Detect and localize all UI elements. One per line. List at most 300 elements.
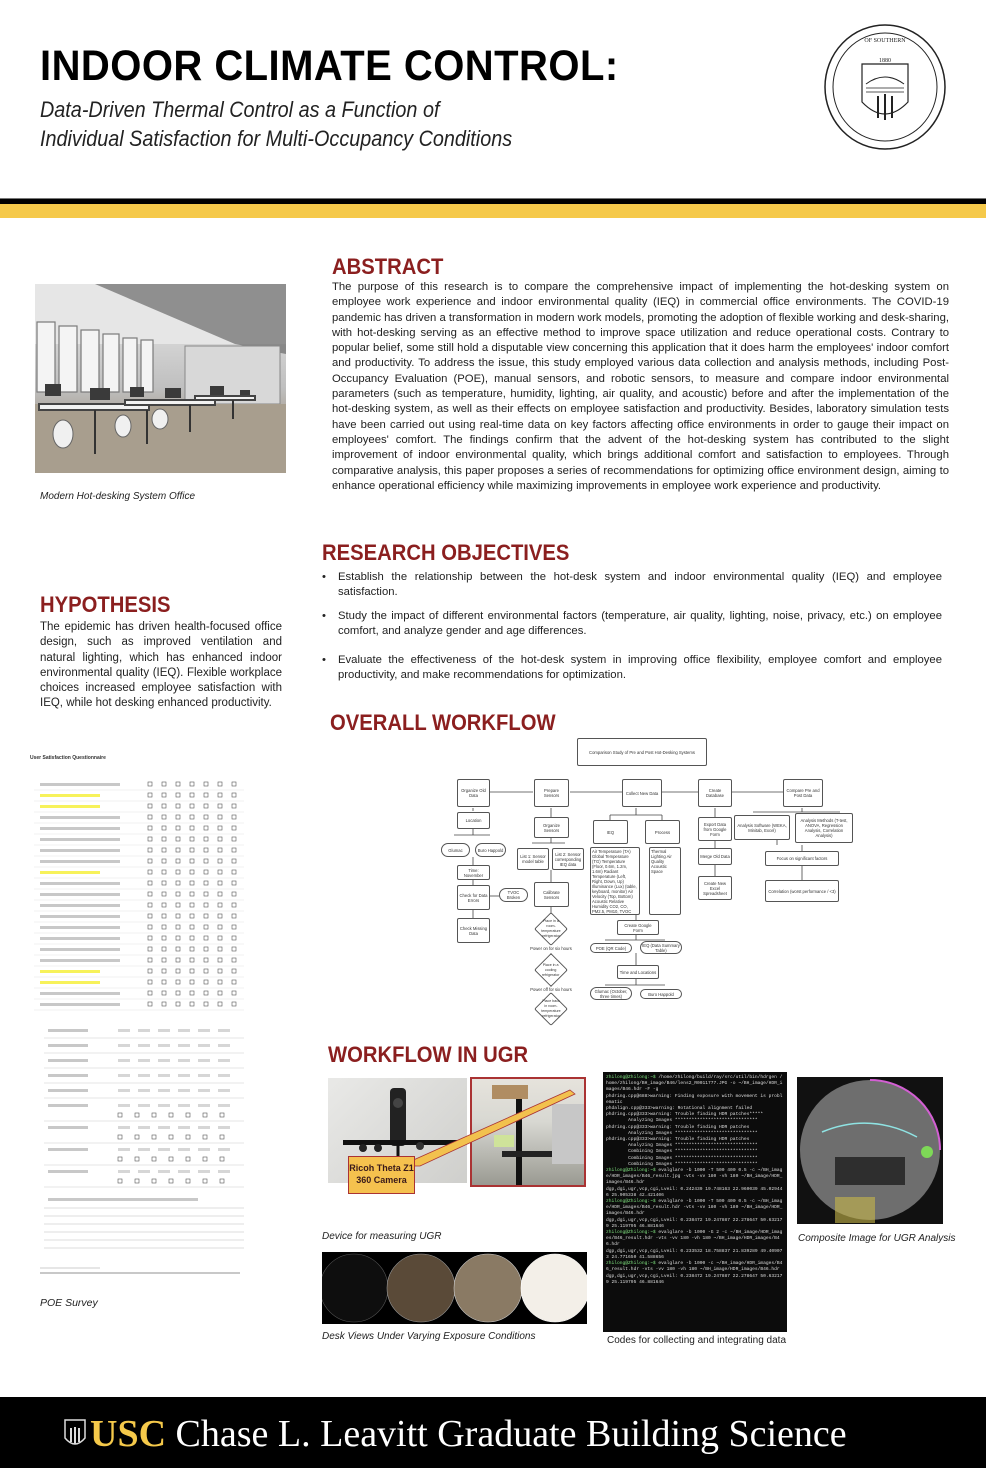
objectives-list (322, 570, 942, 692)
survey-checkbox (190, 969, 194, 973)
survey-checkbox (204, 980, 208, 984)
survey-checkbox (162, 848, 166, 852)
survey-question-row (34, 826, 244, 834)
header-divider-gold (0, 204, 986, 218)
survey-checkbox (135, 1135, 139, 1139)
survey-checkbox (204, 936, 208, 940)
survey-checkbox (152, 1179, 156, 1183)
flow-node: Air Temperature (TA) Global Temperature (TG) Temperature (Floor, 0.6m, 1.2m, 1.6m) Radiant Temperature (Left, Right, Down, Up) Illuminance (Lux) (table, keyboard, monitor) Air Velocity (Top, Bottom) Acoustic Relative Humidity CO2, CO, PM2.5, PM10, TVOC (590, 847, 640, 915)
survey-checkbox (148, 936, 152, 940)
survey-checkbox (218, 947, 222, 951)
survey-checkbox (190, 914, 194, 918)
poster-title: INDOOR CLIMATE CONTROL: (40, 42, 619, 90)
poster-subtitle (40, 95, 512, 153)
survey-checkbox (148, 815, 152, 819)
survey-checkbox (148, 969, 152, 973)
flow-node: Glumac (441, 843, 470, 857)
survey-footnote (40, 1272, 240, 1274)
survey-checkbox (118, 1135, 122, 1139)
survey-checkbox (162, 881, 166, 885)
terminal-line (606, 1218, 784, 1230)
hypothesis-text: The epidemic has driven health-focused office design, such as improved ventilation and natural lighting, which has enhanced indoor environmental quality (IEQ). Flexible workplace choices increased employee satisfaction with IEQ, while hot desking enhanced productivity. (40, 621, 282, 710)
survey-checkbox (162, 793, 166, 797)
survey-checkbox (148, 793, 152, 797)
objective-item: • Establish the relationship between the hot-desk system and indoor environmental quality (IEQ) and employee satisfaction. (322, 570, 942, 600)
survey-question-row (34, 969, 244, 977)
terminal-text: dgp,dgi,ugr,vcp,cgi,Lveil: 0.238472 19.247887 22.278647 50.632179 25.119795 46.881646 (606, 1217, 783, 1229)
exposure-caption: Desk Views Under Varying Exposure Conditions (322, 1331, 536, 1342)
survey-question-row (34, 991, 244, 999)
survey-checkbox (218, 914, 222, 918)
terminal-prompt: zhilong@Zhilong:~$ (606, 1168, 656, 1174)
survey-checkbox (190, 947, 194, 951)
survey-checkbox (204, 969, 208, 973)
survey-checkbox (176, 969, 180, 973)
survey-checkbox (190, 870, 194, 874)
survey-checkbox (118, 1113, 122, 1117)
survey-checkbox (204, 848, 208, 852)
terminal-text: evalglare -b 1000 -T 500 400 0.5 -c ~/BH_image/HDR_images/B46_result.jpg -vts -vv 180 -vh 180 ~/BH_image/HDR_images/B46.hdr (606, 1168, 783, 1186)
survey-checkbox (176, 870, 180, 874)
workflow-heading: OVERALL WORKFLOW (330, 710, 556, 735)
survey-checkbox (148, 837, 152, 841)
survey-checkbox (220, 1113, 224, 1117)
survey-checkbox (152, 1113, 156, 1117)
survey-checkbox (204, 881, 208, 885)
survey-demographic-row (44, 1044, 244, 1053)
survey-comment-prompt (48, 1198, 198, 1201)
survey-checkbox (190, 881, 194, 885)
terminal-text: dgp,dgi,ugr,vcp,cgi,Lveil: 0.238472 19.247887 22.278647 50.632179 25.119795 46.881646 (606, 1273, 783, 1285)
terminal-prompt: zhilong@Zhilong:~$ (606, 1199, 656, 1205)
survey-checkbox (148, 782, 152, 786)
survey-checkbox (203, 1135, 207, 1139)
survey-checkbox (176, 881, 180, 885)
flow-node: Glumac (October, three times) (590, 987, 632, 1000)
terminal-prompt: zhilong@Zhilong:~$ (606, 1230, 656, 1236)
abstract-heading: ABSTRACT (332, 254, 444, 279)
survey-checkbox (148, 925, 152, 929)
flow-node: Calibrate Sensors (534, 882, 569, 907)
survey-checkbox (118, 1157, 122, 1161)
survey-checkbox (232, 793, 236, 797)
survey-checkbox (162, 826, 166, 830)
footer-school: Chase L. Leavitt Graduate Building Science (175, 1413, 847, 1455)
flow-node: List 1: Sensor model table (517, 848, 549, 870)
survey-checkbox (176, 980, 180, 984)
survey-question-row (34, 1002, 244, 1010)
flow-decision-label: Place back in room-temperature refrigerator (541, 999, 561, 1018)
survey-checkbox (162, 1002, 166, 1006)
flow-node: Create Database (698, 779, 732, 807)
terminal-text: phdring.cpp@333>warning: Trouble finding HDR patches***** (606, 1112, 764, 1118)
survey-question-row (34, 958, 244, 966)
exposure-images (322, 1252, 587, 1324)
terminal-line (606, 1187, 784, 1199)
survey-question-row (34, 837, 244, 845)
survey-checkbox (218, 1002, 222, 1006)
svg-text:1880: 1880 (879, 58, 891, 64)
survey-checkbox (190, 859, 194, 863)
terminal-prompt: zhilong@Zhilong:~$ (606, 1261, 656, 1267)
survey-checkbox (232, 826, 236, 830)
survey-checkbox (169, 1157, 173, 1161)
survey-checkbox (176, 837, 180, 841)
survey-question-row (34, 925, 244, 933)
survey-checkbox (220, 1179, 224, 1183)
flow-node: Organize Sensors (534, 817, 569, 838)
terminal-text: Analyzing Images ****************************** (606, 1143, 758, 1149)
flow-node: Time: November (457, 865, 490, 880)
survey-checkbox (176, 958, 180, 962)
survey-checkbox (176, 782, 180, 786)
flow-label: Power off for six hours (530, 987, 572, 992)
hypothesis-heading: HYPOTHESIS (40, 592, 171, 617)
terminal-text: evalglare -b 1000 -G 2 -c ~/BH_image/HDR_images/B46_result.hdr -vts -vv 180 -vh 180 ~/BH_image/HDR_images/B46.hdr (606, 1230, 783, 1248)
survey-checkbox (162, 870, 166, 874)
flow-label: Power on for six hours (530, 946, 572, 951)
objective-item: • Study the impact of different environmental factors (temperature, air quality, lighting, noise, privacy, etc.) on employee comfort, and analyze gender and age differences. (322, 609, 942, 639)
terminal-line (606, 1168, 784, 1187)
flow-node: Time and Locations (617, 965, 659, 979)
survey-checkbox (232, 892, 236, 896)
survey-checkbox (162, 837, 166, 841)
survey-checkbox (204, 837, 208, 841)
survey-checkbox (190, 826, 194, 830)
survey-checkbox (148, 914, 152, 918)
survey-checkbox (232, 782, 236, 786)
survey-checkbox (162, 914, 166, 918)
survey-checkbox (218, 848, 222, 852)
terminal-text: Combining Images ****************************** (606, 1155, 758, 1161)
flow-node: POE (QR Code) (590, 943, 632, 953)
survey-checkbox (176, 1002, 180, 1006)
survey-checkbox (148, 947, 152, 951)
survey-checkbox (135, 1179, 139, 1183)
survey-checkbox (232, 848, 236, 852)
survey-checkbox (203, 1113, 207, 1117)
composite-caption: Composite Image for UGR Analysis (798, 1233, 956, 1244)
survey-checkbox (218, 782, 222, 786)
survey-question-row (34, 870, 244, 878)
terminal-text: Combining Images ****************************** (606, 1161, 758, 1167)
survey-checkbox (218, 826, 222, 830)
survey-checkbox (190, 837, 194, 841)
survey-checkbox (148, 859, 152, 863)
abstract-text: The purpose of this research is to compare the comprehensive impact of implementing the hot-desking system on employee work experience and indoor environmental quality (IEQ) in commercial office environments. The COVID-19 pandemic has driven a transformation in modern work models, promoting the adoption of flexible working and desk-sharing, with hot-desking serving as an effective method to improve space utilization and reduce operational costs. Contrary to popular belief, some still hold a disputable view concerning this application that it does harm the employees' indoor comfort and productivity. To address the issue, this study employed various data collection and analysis methods, including Post-Occupancy Evaluation (POE), manual sensors, and robotic sensors, to measure and compare indoor environmental parameters (such as temperature, humidity, lighting, air quality, and acoustic) before and after the implementation of the hot-desking system, as well as their effects on employee satisfaction and productivity. Besides, laboratory simulation tests have been carried out using real-time data on key factors affecting office environments in order to gauge their impact on employees' comfort. The findings confirm that the advent of the hot-desking system has contributed to the slight improvement of indoor environmental quality, which brings additional comfort and satisfaction to employees. Through comparative analysis, this paper proposes a series of recommendations for optimizing office environment design, aiming to enhance operational efficiency while maximizing improvements in employee work experience and productivity. (332, 281, 949, 492)
survey-checkbox (232, 958, 236, 962)
camera-callout: Ricoh Theta Z1 360 Camera (348, 1156, 415, 1194)
survey-checkbox (218, 837, 222, 841)
survey-checkbox (204, 958, 208, 962)
survey-grid (30, 764, 248, 1284)
survey-checkbox (204, 793, 208, 797)
survey-checkbox (218, 804, 222, 808)
survey-checkbox (218, 892, 222, 896)
terminal-line (606, 1199, 784, 1218)
survey-checkbox (148, 870, 152, 874)
survey-question-row (34, 848, 244, 856)
survey-checkbox (162, 782, 166, 786)
flow-node: Merge Old Data (698, 848, 732, 865)
terminal-line (606, 1075, 784, 1094)
flow-decision-label: Place in a room-temperature refrigerator (541, 919, 561, 938)
survey-checkbox (176, 848, 180, 852)
flow-node: Correlation (worst performance / <3) (765, 880, 839, 902)
survey-checkbox (232, 859, 236, 863)
survey-checkbox (162, 859, 166, 863)
flow-node: Process (645, 820, 680, 844)
flow-node: Compare Pre and Post Data (783, 779, 823, 807)
survey-checkbox (162, 815, 166, 819)
survey-checkbox (162, 903, 166, 907)
survey-checkbox (204, 826, 208, 830)
survey-checkbox (203, 1157, 207, 1161)
footer-text (64, 1412, 847, 1456)
survey-checkbox (186, 1157, 190, 1161)
survey-checkbox (148, 804, 152, 808)
survey-checkbox (220, 1135, 224, 1139)
flow-node: Buro Happold (475, 843, 506, 857)
survey-checkbox (232, 925, 236, 929)
office-photo-caption: Modern Hot-desking System Office (40, 491, 196, 502)
terminal-line (606, 1094, 784, 1106)
survey-question-row (34, 815, 244, 823)
survey-question-row (34, 914, 244, 922)
terminal-text: evalglare -b 1000 -c ~/BH_image/HDR_images/B46_result.hdr -vts -vv 180 -vh 180 ~/BH_image/HDR_images/B46.hdr (606, 1261, 783, 1273)
flow-node: Analysis Methods (T-test, ANOVA, Regression Analysis, Correlation Analysis) (795, 813, 853, 843)
survey-checkbox (218, 925, 222, 929)
survey-checkbox (232, 804, 236, 808)
terminal-text: phdring.cpp@333>warning: Trouble finding HDR patches (606, 1137, 750, 1143)
terminal-text: Analyzing Images ****************************** (606, 1118, 758, 1124)
survey-checkbox (204, 804, 208, 808)
survey-checkbox (148, 892, 152, 896)
survey-checkbox (190, 925, 194, 929)
terminal-line (606, 1230, 784, 1249)
survey-checkbox (204, 925, 208, 929)
terminal-text: Analyzing Images ****************************** (606, 1130, 758, 1136)
terminal-text: /home/zhilong/build/ray/src/util/bin/hdrgen /home/zhilong/BH_image/B46/lens2_R0011777.JPG -o ~/BH_image/HDR_images/B46.hdr -F -g (606, 1075, 783, 1093)
terminal-text: phdring.cpp@333>warning: Trouble finding HDR patches (606, 1124, 750, 1130)
code-caption: Codes for collecting and integrating data (607, 1335, 787, 1346)
survey-checkbox (135, 1157, 139, 1161)
survey-question-row (34, 804, 244, 812)
flow-node: Thermal Lighting Air Quality Acoustic Space (649, 847, 681, 915)
flow-node: Analysis Software (WEKA, Minitab, Excel) (734, 815, 790, 840)
terminal-line (606, 1249, 784, 1261)
survey-checkbox (204, 914, 208, 918)
survey-checkbox (190, 936, 194, 940)
survey-checkbox (218, 991, 222, 995)
subtitle-line-1: Data-Driven Thermal Control as a Function of (40, 97, 440, 122)
terminal-output (603, 1072, 787, 1332)
survey-demographic-row (44, 1104, 244, 1121)
poe-survey-form (30, 755, 248, 1280)
usc-crest-icon (64, 1416, 86, 1448)
flow-node: Collect New Data (622, 779, 662, 807)
objective-item: • Evaluate the effectiveness of the hot-desk system in improving office flexibility, employee comfort and employee productivity, and make recommendations for optimization. (322, 653, 942, 683)
terminal-text: Combining Images ****************************** (606, 1149, 758, 1155)
survey-checkbox (190, 815, 194, 819)
survey-checkbox (162, 892, 166, 896)
flow-node: Location (457, 812, 490, 829)
survey-checkbox (148, 991, 152, 995)
terminal-text: phdring.cpp@688>warning: Finding exposure with movement is problematic (606, 1093, 783, 1105)
survey-checkbox (176, 903, 180, 907)
survey-checkbox (162, 980, 166, 984)
objectives-heading: RESEARCH OBJECTIVES (322, 540, 570, 565)
survey-checkbox (232, 914, 236, 918)
survey-checkbox (218, 980, 222, 984)
flow-node: Focus on significant factors (765, 851, 839, 866)
survey-checkbox (218, 881, 222, 885)
survey-checkbox (204, 991, 208, 995)
survey-checkbox (162, 804, 166, 808)
device-caption: Device for measuring UGR (322, 1231, 442, 1242)
survey-checkbox (148, 958, 152, 962)
survey-checkbox (148, 826, 152, 830)
survey-checkbox (232, 969, 236, 973)
survey-demographic-row (44, 1074, 244, 1083)
survey-checkbox (162, 947, 166, 951)
survey-checkbox (232, 837, 236, 841)
survey-checkbox (176, 815, 180, 819)
survey-checkbox (232, 903, 236, 907)
survey-checkbox (135, 1113, 139, 1117)
survey-checkbox (169, 1113, 173, 1117)
survey-checkbox (162, 925, 166, 929)
survey-checkbox (176, 936, 180, 940)
survey-checkbox (162, 969, 166, 973)
survey-checkbox (190, 782, 194, 786)
survey-checkbox (204, 870, 208, 874)
survey-checkbox (232, 870, 236, 874)
survey-checkbox (186, 1179, 190, 1183)
flow-node: Check for Data Errors (457, 885, 490, 910)
survey-demographic-row (44, 1089, 244, 1098)
survey-checkbox (152, 1135, 156, 1139)
svg-text:OF SOUTHERN: OF SOUTHERN (864, 38, 906, 44)
survey-checkbox (204, 815, 208, 819)
survey-checkbox (204, 782, 208, 786)
survey-checkbox (176, 793, 180, 797)
flow-node: IEQ (Data Summary Table) (640, 941, 682, 954)
survey-checkbox (232, 1002, 236, 1006)
terminal-line (606, 1274, 784, 1286)
survey-checkbox (218, 936, 222, 940)
flow-node: Prepare Sensors (534, 779, 569, 807)
survey-checkbox (218, 903, 222, 907)
survey-checkbox (118, 1179, 122, 1183)
subtitle-line-2: Individual Satisfaction for Multi-Occupancy Conditions (40, 126, 513, 151)
survey-checkbox (176, 804, 180, 808)
survey-checkbox (176, 947, 180, 951)
survey-checkbox (232, 947, 236, 951)
survey-checkbox (204, 859, 208, 863)
survey-checkbox (186, 1113, 190, 1117)
survey-checkbox (176, 826, 180, 830)
survey-checkbox (218, 969, 222, 973)
survey-checkbox (218, 815, 222, 819)
terminal-text: dgp,dgi,ugr,vcp,cgi,Lveil: 0.233532 18.758837 21.839289 49.409073 24.771650 41.588656 (606, 1248, 783, 1260)
survey-checkbox (148, 881, 152, 885)
flow-node: Buro Happold (640, 989, 682, 999)
flow-node: Create New Excel Spreadsheet (698, 876, 732, 900)
survey-checkbox (148, 903, 152, 907)
survey-checkbox (152, 1157, 156, 1161)
survey-checkbox (204, 892, 208, 896)
survey-checkbox (186, 1135, 190, 1139)
survey-checkbox (190, 903, 194, 907)
poe-survey-caption: POE Survey (40, 1297, 98, 1309)
survey-checkbox (148, 848, 152, 852)
workflow-flowchart (440, 735, 860, 1025)
survey-checkbox (220, 1157, 224, 1161)
survey-checkbox (176, 892, 180, 896)
survey-question-row (34, 892, 244, 900)
survey-checkbox (169, 1179, 173, 1183)
survey-title: User Satisfaction Questionnaire (30, 755, 106, 761)
composite-ugr-image (797, 1077, 943, 1224)
survey-checkbox (218, 793, 222, 797)
survey-checkbox (190, 793, 194, 797)
flow-node: Organize Old Data (457, 779, 490, 807)
survey-checkbox (203, 1179, 207, 1183)
survey-question-row (34, 881, 244, 889)
flow-node-top: Comparison Study of Pre and Post Hot-Desking Systems (577, 738, 707, 766)
survey-demographic-row (44, 1126, 244, 1143)
terminal-text: evalglare -b 1000 -T 500 400 0.5 -c ~/BH_image/HDR_images/B46_result.hdr -vts -vv 180 -vh 180 ~/BH_image/HDR_images/B46.hdr (606, 1199, 783, 1217)
survey-checkbox (218, 859, 222, 863)
survey-checkbox (218, 870, 222, 874)
survey-checkbox (218, 958, 222, 962)
survey-checkbox (204, 947, 208, 951)
survey-checkbox (232, 815, 236, 819)
survey-question-row (34, 859, 244, 867)
survey-checkbox (169, 1135, 173, 1139)
survey-question-row (34, 936, 244, 944)
survey-demographic-row (44, 1059, 244, 1068)
survey-demographic-row (44, 1148, 244, 1165)
survey-question-row (34, 782, 244, 790)
terminal-text: dgp,dgi,ugr,vcp,cgi,Lveil: 0.242439 19.748163 22.960039 45.029446 25.905338 42.421406 (606, 1186, 783, 1198)
survey-demographic-row (44, 1170, 244, 1187)
flow-node: Export Data from Google Form (698, 817, 732, 841)
survey-checkbox (190, 848, 194, 852)
survey-question-row (34, 793, 244, 801)
survey-question-row (34, 980, 244, 988)
survey-checkbox (176, 925, 180, 929)
survey-checkbox (162, 991, 166, 995)
survey-checkbox (190, 980, 194, 984)
survey-checkbox (148, 980, 152, 984)
flow-node: Check Missing Data (457, 918, 490, 943)
survey-checkbox (232, 936, 236, 940)
flow-node: List 2: Sensor corresponding IEQ data (552, 848, 584, 870)
survey-checkbox (148, 1002, 152, 1006)
terminal-text: phdalign.cpp@333>warning: Rotational alignment failed (606, 1106, 753, 1112)
survey-checkbox (190, 892, 194, 896)
survey-checkbox (204, 1002, 208, 1006)
flow-node: Create Google Form (617, 920, 659, 935)
survey-checkbox (190, 958, 194, 962)
survey-checkbox (232, 881, 236, 885)
footer-usc: USC (90, 1413, 167, 1455)
flow-node: IEQ (593, 820, 628, 844)
survey-demographic-row (44, 1029, 244, 1038)
flow-node: TVOC Broken (499, 888, 528, 902)
